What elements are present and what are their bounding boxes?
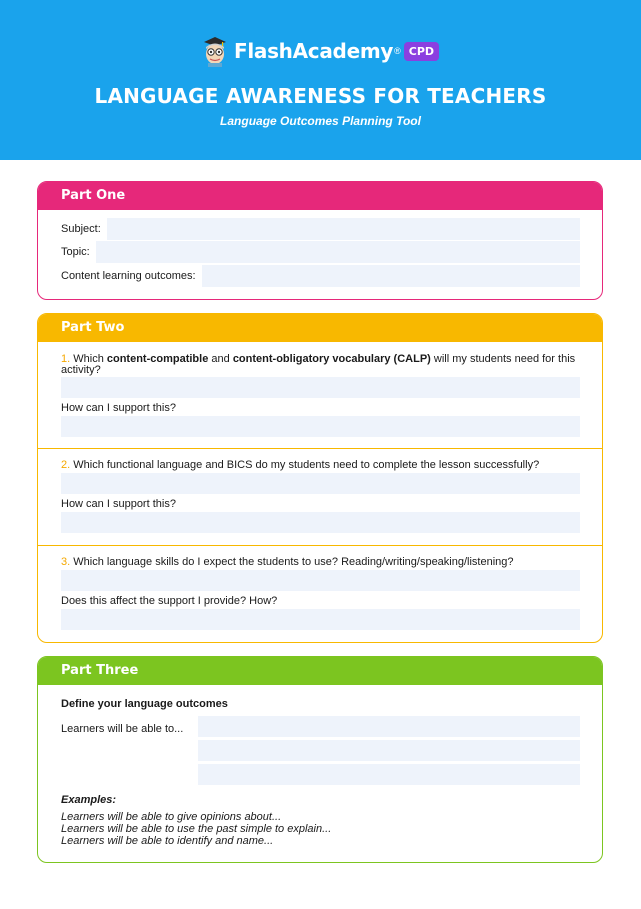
question-1-text-b: and [211, 353, 230, 365]
header-banner [0, 0, 641, 160]
question-1 [61, 354, 580, 376]
question-3-answer-field[interactable] [61, 570, 580, 591]
question-3-followup: Does this affect the support I provide? How? [61, 595, 278, 607]
part-two-heading: Part Two [38, 314, 602, 342]
logo [0, 35, 641, 67]
part-one-card [37, 181, 603, 300]
content-outcomes-row [61, 265, 580, 287]
topic-field[interactable] [96, 241, 580, 263]
topic-label: Topic: [61, 246, 90, 258]
question-2-support-field[interactable] [61, 512, 580, 533]
topic-row [61, 241, 580, 263]
example-item: Learners will be able to give opinions about... [61, 811, 282, 823]
question-1-bold-a: content-compatible [106, 353, 209, 365]
question-1-text-c: will my students need for this activity? [61, 353, 576, 376]
question-2-answer-field[interactable] [61, 473, 580, 494]
mascot-icon [202, 35, 228, 67]
examples-heading: Examples: [61, 794, 117, 806]
content-outcomes-label: Content learning outcomes: [61, 270, 196, 282]
example-item: Learners will be able to use the past simple to explain... [61, 823, 332, 835]
question-1-answer-field[interactable] [61, 377, 580, 398]
question-1-number: 1. [61, 353, 71, 365]
question-2-text: Which functional language and BICS do my students need to complete the lesson successfully? [73, 459, 540, 471]
part-three-heading: Part Three [38, 657, 602, 685]
outcome-field-3[interactable] [198, 764, 580, 785]
question-1-support-field[interactable] [61, 416, 580, 437]
page-title: LANGUAGE AWARENESS FOR TEACHERS [94, 84, 547, 108]
part-three-card [37, 656, 603, 863]
question-1-followup: How can I support this? [61, 402, 176, 414]
define-outcomes-heading: Define your language outcomes [61, 698, 228, 710]
registered-mark: ® [394, 46, 401, 56]
question-3-text: Which language skills do I expect the students to use? Reading/writing/speaking/listening? [73, 556, 514, 568]
subject-label: Subject: [61, 223, 101, 235]
content-outcomes-field[interactable] [202, 265, 580, 287]
question-3 [61, 557, 580, 568]
brand-name: FlashAcademy [233, 39, 394, 63]
divider [38, 545, 602, 546]
divider [38, 448, 602, 449]
question-2-number: 2. [61, 459, 71, 471]
cpd-badge: CPD [404, 42, 439, 61]
page-subtitle: Language Outcomes Planning Tool [220, 114, 421, 128]
outcome-field-2[interactable] [198, 740, 580, 761]
subject-row [61, 218, 580, 240]
question-1-bold-b: content-obligatory vocabulary (CALP) [232, 353, 431, 365]
question-2-followup: How can I support this? [61, 498, 176, 510]
learners-label: Learners will be able to... [61, 723, 184, 735]
example-item: Learners will be able to identify and name... [61, 835, 274, 847]
subject-field[interactable] [107, 218, 580, 240]
part-one-heading: Part One [38, 182, 602, 210]
question-1-text-a: Which [73, 353, 104, 365]
part-two-card [37, 313, 603, 643]
question-2 [61, 460, 580, 471]
question-3-number: 3. [61, 556, 71, 568]
outcome-field-1[interactable] [198, 716, 580, 737]
question-3-support-field[interactable] [61, 609, 580, 630]
